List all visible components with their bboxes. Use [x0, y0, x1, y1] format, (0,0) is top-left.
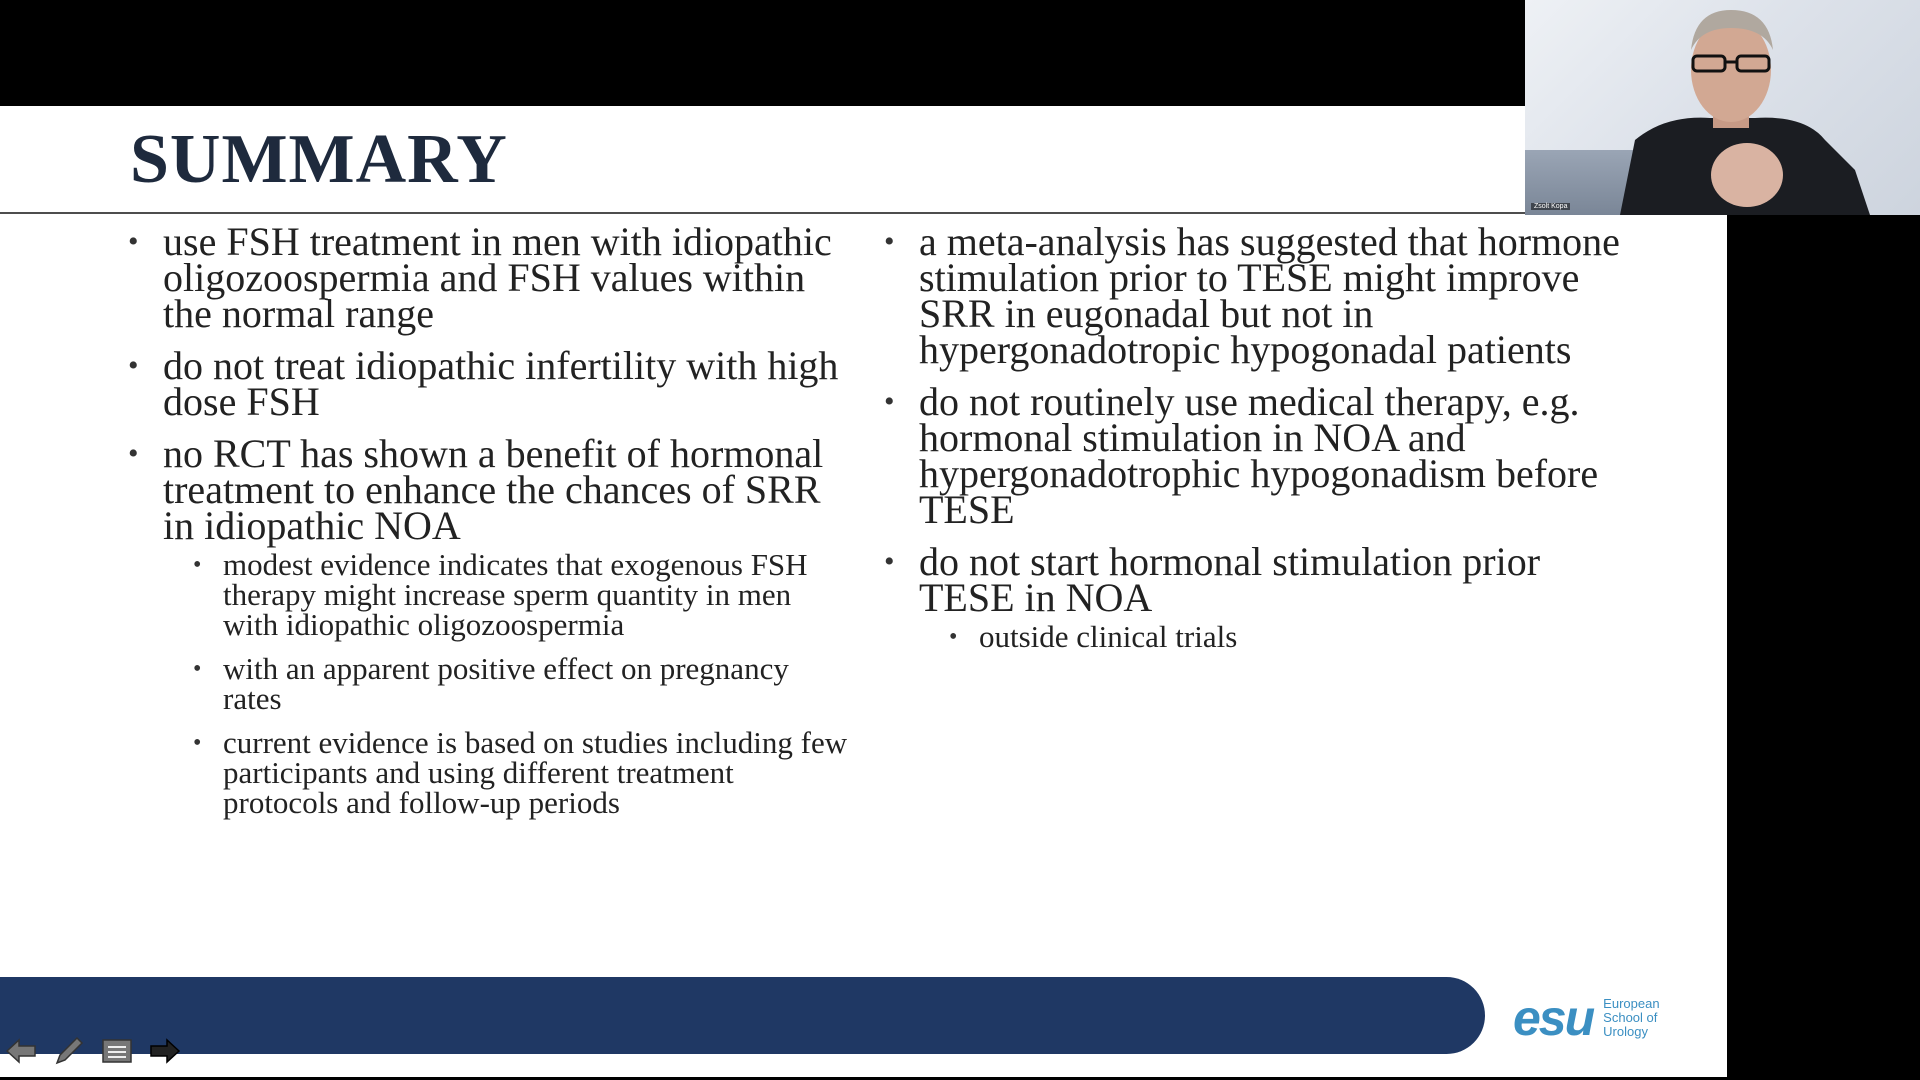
title-divider [0, 212, 1727, 214]
sub-bullet-item: • current evidence is based on studies including few participants and using different treatment protocols and follow-up periods [193, 728, 848, 818]
menu-icon [101, 1037, 133, 1065]
bullet-item [128, 343, 848, 424]
right-column [884, 219, 1644, 668]
logo-line: Urology [1603, 1024, 1648, 1039]
esu-logo [1513, 990, 1665, 1046]
bullet-text: use FSH treatment in men with idiopathic oligozoospermia and FSH values within the normal range [163, 219, 832, 336]
arrow-left-icon [5, 1038, 37, 1064]
previous-slide-button[interactable] [4, 1034, 38, 1068]
sub-bullet-item: • with an apparent positive effect on pregnancy rates [193, 654, 848, 714]
bullet-item [884, 219, 1644, 372]
presenter-silhouette [1525, 0, 1920, 215]
logo-mark: esu [1513, 990, 1594, 1046]
participant-name-label: Zsolt Kopa [1531, 203, 1570, 210]
bullet-text: a meta-analysis has suggested that hormone stimulation prior to TESE might improve SRR in eugonadal but not in hypergonadotropic hypogonadal patients [919, 219, 1620, 372]
arrow-right-icon [149, 1038, 181, 1064]
pen-tool-button[interactable] [52, 1034, 86, 1068]
bullet-text: do not start hormonal stimulation prior TESE in NOA [919, 539, 1541, 620]
slide-title: SUMMARY [130, 121, 508, 198]
logo-line: European [1603, 996, 1660, 1011]
slide-menu-button[interactable] [100, 1034, 134, 1068]
sub-bullet-item: • outside clinical trials [949, 622, 1644, 652]
bullet-item [884, 379, 1644, 532]
sub-bullet-list [919, 619, 1644, 654]
sub-bullet-list [163, 547, 848, 820]
bullet-text: do not treat idiopathic infertility with high dose FSH [163, 343, 839, 424]
next-slide-button[interactable] [148, 1034, 182, 1068]
bullet-text: no RCT has shown a benefit of hormonal treatment to enhance the chances of SRR in idiopathic NOA [163, 431, 824, 548]
bullet-text: do not routinely use medical therapy, e.g. hormonal stimulation in NOA and hypergonadotrophic hypogonadism before TESE [919, 379, 1599, 532]
presentation-slide [0, 106, 1727, 1077]
bullet-item [884, 539, 1644, 654]
pen-icon [53, 1035, 85, 1067]
right-letterbox [1727, 215, 1920, 1080]
slideshow-controls [4, 1034, 182, 1068]
sub-bullet-item: • modest evidence indicates that exogenous FSH therapy might increase sperm quantity in men with idiopathic oligozoospermia [193, 550, 848, 640]
webcam-video [1525, 0, 1920, 215]
footer-bar [0, 977, 1485, 1054]
bullet-item [128, 431, 848, 820]
logo-line: School of [1603, 1010, 1658, 1025]
left-column [128, 219, 848, 834]
bullet-item [128, 219, 848, 336]
logo-text [1603, 997, 1665, 1039]
